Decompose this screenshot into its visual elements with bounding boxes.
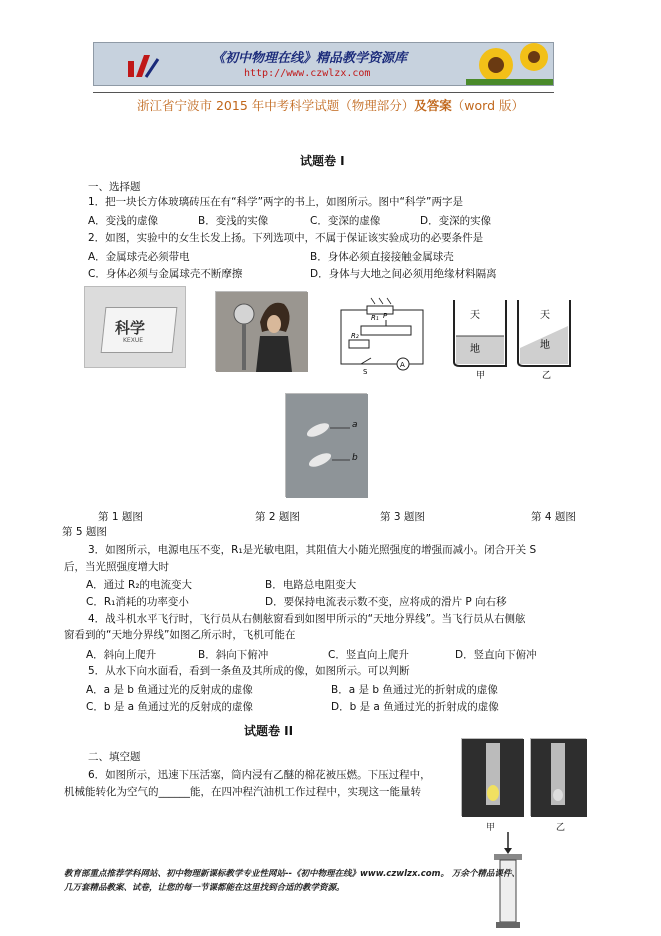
- fig4-sky-b: 天: [540, 310, 550, 321]
- header-banner: [93, 42, 554, 86]
- figure-3-circuit: [331, 296, 431, 376]
- q1-option-d: D．变深的实像: [420, 215, 492, 227]
- q5-option-a: A．a 是 b 鱼通过光的反射成的虚像: [86, 684, 253, 696]
- fig3-label-r1: R₁: [371, 314, 379, 322]
- q1-stem: 1．把一块长方体玻璃砖压在有“科学”两字的书上，如图所示。图中“科学”两字是: [88, 196, 463, 208]
- fig6-label-b: 乙: [556, 823, 566, 833]
- figure-6-photo-a: [461, 738, 523, 816]
- figure-5-illustration: [286, 394, 368, 498]
- figure-6a-illustration: [462, 739, 524, 817]
- document-title: 浙江省宁波市 2015 年中考科学试题（物理部分）及答案（word 版）: [137, 98, 524, 113]
- banner-url[interactable]: http://www.czwlzx.com: [244, 68, 371, 79]
- q4-stem-2: 窗看到的“天地分界线”如图乙所示时，飞机可能在: [64, 629, 296, 641]
- q1-option-a: A．变浅的虚像: [88, 215, 159, 227]
- q2-option-b: B．身体必须直接接触金属球壳: [310, 251, 454, 263]
- q6-line-1: 6．如图所示，迅速下压活塞，筒内浸有乙醚的棉花被压燃。下压过程中，: [88, 769, 431, 781]
- q4-option-a: A．斜向上爬升: [86, 649, 157, 661]
- footer-line-1: 教育部重点推荐学科网站、初中物理新课标教学专业性网站--《初中物理在线》www.czwlzx.com。 万余个精品课件、: [64, 869, 520, 879]
- q4-stem-1: 4．战斗机水平飞行时，飞行员从右侧舷窗看到如图甲所示的“天地分界线”。当飞行员从右侧舷: [88, 613, 526, 625]
- q3-stem-2: 后，当光照强度增大时: [64, 561, 169, 573]
- q3-option-d: D．要保持电流表示数不变，应将成的滑片 P 向右移: [265, 596, 507, 608]
- q2-option-c: C．身体必须与金属球壳不断摩擦: [88, 268, 243, 280]
- q4-option-d: D．竖直向下俯冲: [455, 649, 537, 661]
- fig5-label-a: a: [352, 420, 358, 430]
- section2-heading: 二、填空题: [88, 751, 141, 763]
- q4-option-b: B．斜向下俯冲: [198, 649, 269, 661]
- logo-icon: [122, 49, 162, 81]
- paper1-title: 试题卷 I: [300, 154, 345, 168]
- q3-option-c: C．R₁消耗的功率变小: [86, 596, 189, 608]
- figure-4-horizon: [450, 296, 580, 380]
- footer-line-2: 几万套精品教案、试卷，让您的每一节课都能在这里找到合适的教学资源。: [64, 883, 345, 893]
- q2-option-a: A．金属球壳必须带电: [88, 251, 190, 263]
- fig5-label-b: b: [352, 453, 358, 463]
- q1-option-b: B．变浅的实像: [198, 215, 269, 227]
- q6-line-2: 机械能转化为空气的______能，在四冲程汽油机工作过程中，实现这一能量转: [64, 786, 421, 798]
- fig3-label-r2: R₂: [351, 332, 359, 340]
- figure-1-subtext: KEXUE: [123, 337, 144, 344]
- q2-stem: 2．如图，实验中的女生长发上扬。下列选项中，不属于保证该实验成功的必要条件是: [88, 232, 484, 244]
- fig4-label-b: 乙: [542, 371, 552, 380]
- caption-fig4: 第 4 题图: [531, 511, 576, 523]
- q5-option-c: C．b 是 a 鱼通过光的反射成的虚像: [86, 701, 253, 713]
- q4-option-c: C．竖直向上爬升: [328, 649, 409, 661]
- q3-stem-1: 3．如图所示，电源电压不变，R₁是光敏电阻，其阻值大小随光照强度的增强而减小。闭合开关 S: [88, 544, 537, 556]
- fig6-label-a: 甲: [486, 823, 496, 833]
- fig3-label-a: A: [400, 361, 405, 369]
- figure-5-fish: [285, 393, 367, 497]
- figure-1-glass-brick: [84, 286, 186, 368]
- figure-6b-illustration: [531, 739, 587, 817]
- fig4-label-a: 甲: [476, 371, 486, 380]
- fig3-label-s: S: [363, 368, 368, 376]
- header-rule: [93, 92, 554, 93]
- caption-fig2: 第 2 题图: [255, 511, 300, 523]
- paper2-title: 试题卷 II: [244, 724, 294, 738]
- q3-option-a: A．通过 R₂的电流变大: [86, 579, 193, 591]
- figure-6-apparatus: [488, 830, 528, 930]
- figure-2-photo: [215, 291, 307, 371]
- q5-stem: 5．从水下向水面看，看到一条鱼及其所成的像，如图所示。可以判断: [88, 665, 410, 677]
- q5-option-b: B．a 是 b 鱼通过光的折射成的虚像: [331, 684, 498, 696]
- q2-option-d: D．身体与大地之间必须用绝缘材料隔离: [310, 268, 497, 280]
- fig4-ground-b: 地: [540, 340, 550, 351]
- sunflower-icon: [466, 43, 554, 86]
- fig4-ground-a: 地: [470, 344, 480, 355]
- q5-option-d: D．b 是 a 鱼通过光的折射成的虚像: [331, 701, 499, 713]
- figure-6-photo-b: [530, 738, 586, 816]
- figure-2-illustration: [216, 292, 308, 372]
- caption-fig5: 第 5 题图: [62, 526, 107, 538]
- q1-option-c: C．变深的虚像: [310, 215, 381, 227]
- figure-1-text: 科学: [115, 319, 146, 337]
- caption-fig3: 第 3 题图: [380, 511, 425, 523]
- banner-title: 《初中物理在线》精品教学资源库: [212, 51, 408, 66]
- fig4-sky-a: 天: [470, 310, 480, 321]
- fig3-label-p: P: [383, 312, 388, 320]
- q3-option-b: B．电路总电阻变大: [265, 579, 357, 591]
- caption-fig1: 第 1 题图: [98, 511, 143, 523]
- section1-heading: 一、选择题: [88, 181, 141, 193]
